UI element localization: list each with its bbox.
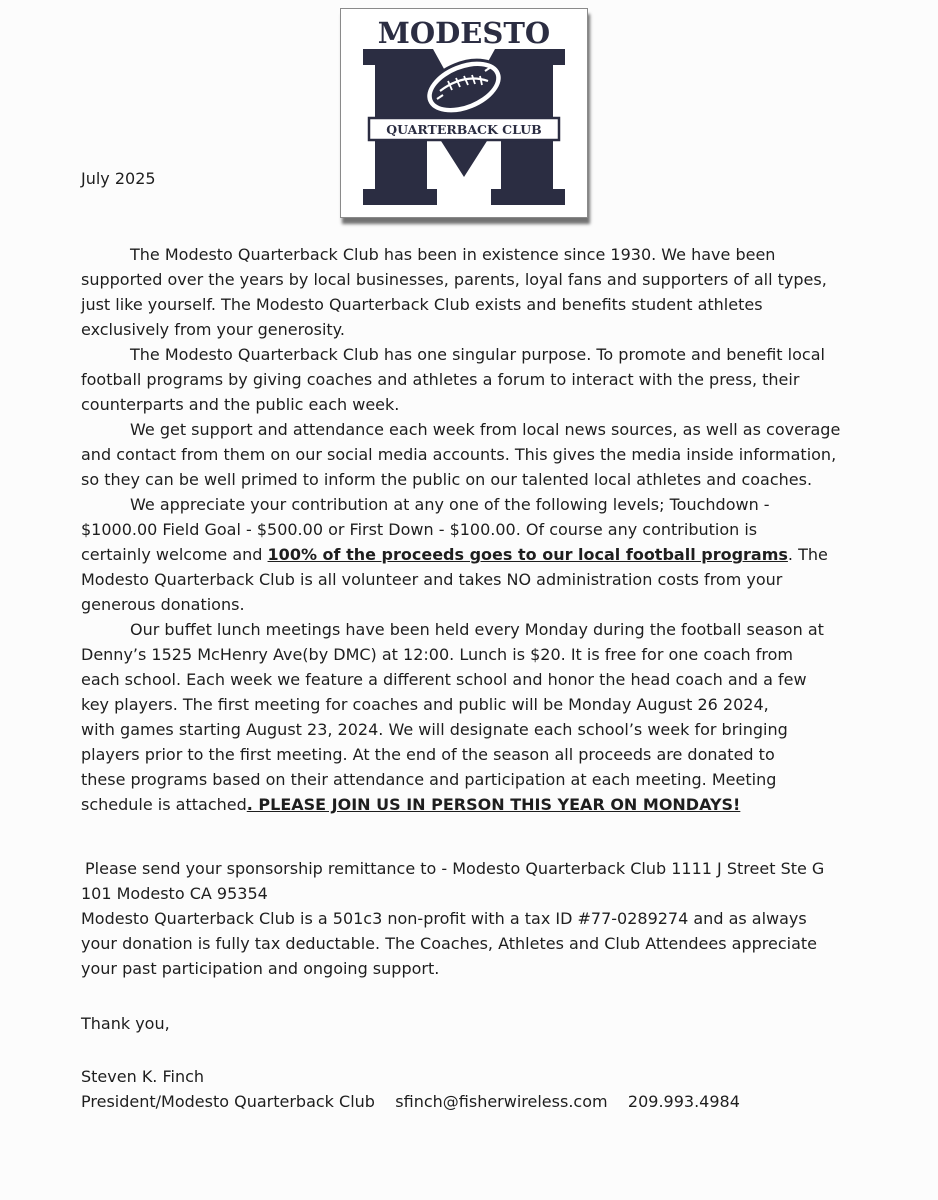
volunteer-text: . The Modesto Quarterback Club is all volunteer and takes NO administration costs from your generous donations. [81,545,828,614]
remittance-line-2: 101 Modesto CA 95354 [81,884,268,903]
meetings-text: Our buffet lunch meetings have been held every Monday during the football season at Denny’s 1525 McHenry Ave(by DMC) at 12:00. Lunch is $20. It is free for one coach from each school. Each week we feature a different school and honor the head coach and a few key players. The first meeting for coaches and public will be Monday August 26 2024, with games starting August 23, 2024. We will designate each school’s week for bringing players prior to the first meeting. At the end of the season all proceeds are donated to these programs based on their attendance and participation at each meeting. Meeting schedule is attached [81,620,824,814]
remittance-line-1: Please send your sponsorship remittance to - Modesto Quarterback Club 1111 J Street Ste G [85,859,825,878]
signer-phone: 209.993.4984 [627,1092,740,1111]
letter-body [81,242,911,817]
logo-banner-text: QUARTERBACK CLUB [386,122,542,137]
signature-block [81,1064,740,1114]
paragraph-purpose: The Modesto Quarterback Club has one singular purpose. To promote and benefit local football programs by giving coaches and athletes a forum to interact with the press, their counterparts and the public each week. [81,345,825,414]
signer-title: President/Modesto Quarterback Club [81,1092,375,1111]
club-logo [340,8,588,218]
logo-top-text: MODESTO [377,16,551,50]
closing-line: Thank you, [81,1014,170,1033]
letter-date: July 2025 [81,169,156,188]
paragraph-contribution [81,492,911,617]
nonprofit-statement: Modesto Quarterback Club is a 501c3 non-profit with a tax ID #77-0289274 and as always your donation is fully tax deductable. The Coaches, Athletes and Club Attendees appreciate your past participation and ongoing support. [81,909,817,978]
signer-contact-line [81,1089,740,1114]
signer-email: sfinch@fisherwireless.com [395,1092,608,1111]
remittance-block [81,856,911,981]
paragraph-meetings [81,617,911,817]
join-us-emphasis: . PLEASE JOIN US IN PERSON THIS YEAR ON MONDAYS! [246,795,741,814]
proceeds-emphasis: 100% of the proceeds goes to our local football programs [267,545,788,564]
paragraph-history: The Modesto Quarterback Club has been in existence since 1930. We have been supported over the years by local businesses, parents, loyal fans and supporters of all types, just like yourself. The Modesto Quarterback Club exists and benefits student athletes exclusively from your generosity. [81,245,827,339]
logo-letter-text: M [341,9,342,10]
paragraph-media: We get support and attendance each week from local news sources, as well as coverage and contact from them on our social media accounts. This gives the media inside information, so they can be well primed to inform the public on our talented local athletes and coaches. [81,420,841,489]
signer-name: Steven K. Finch [81,1067,205,1086]
club-logo-graphic [341,9,587,217]
contribution-levels-text: We appreciate your contribution at any one of the following levels; Touchdown - $1000.00 Field Goal - $500.00 or First Down - $100.00. Of course any contribution is certainly welcome and [81,495,770,564]
